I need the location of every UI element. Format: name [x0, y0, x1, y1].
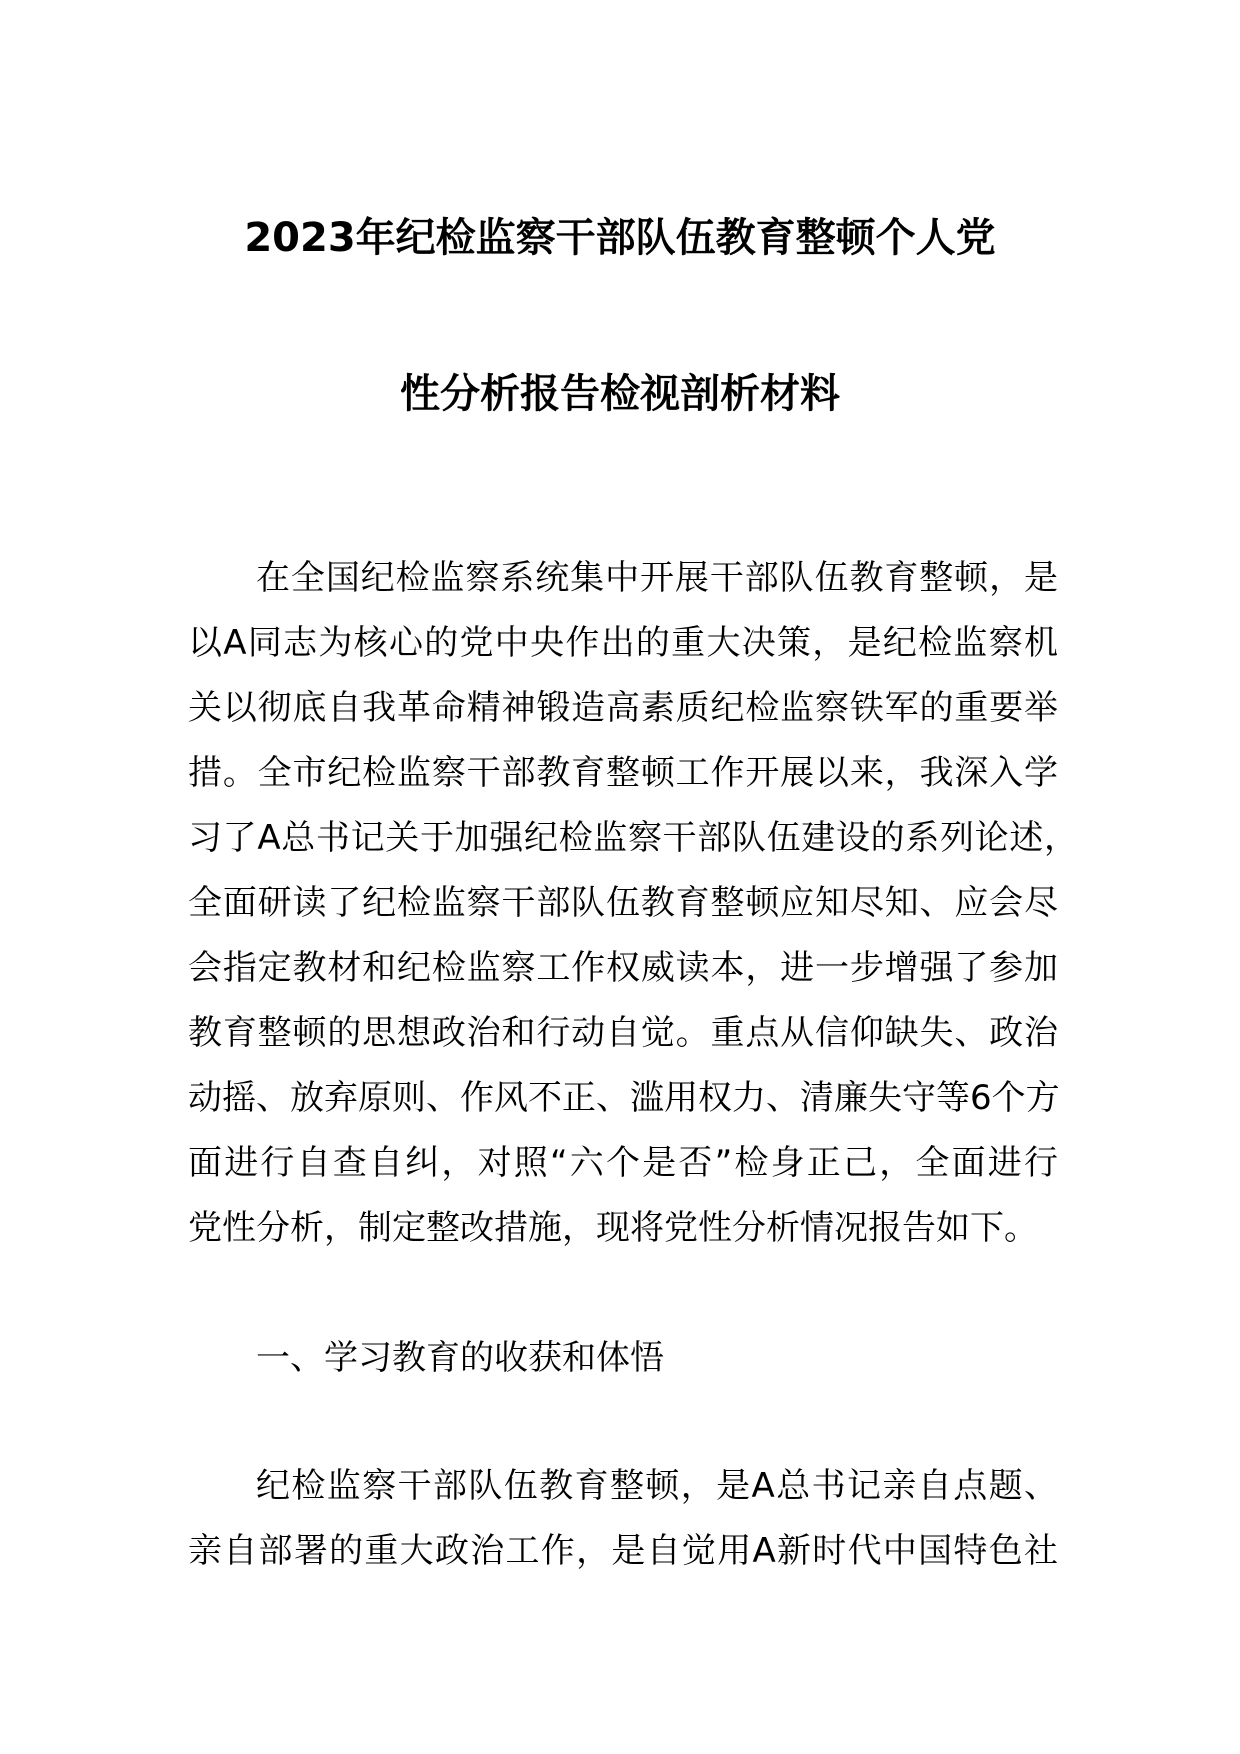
paragraph-line: 在全国纪检监察系统集中开展干部队伍教育整顿，是: [256, 558, 1058, 598]
paragraph-line: 纪检监察干部队伍教育整顿，是A总书记亲自点题、: [256, 1466, 1058, 1506]
paragraph-line: 关以彻底自我革命精神锻造高素质纪检监察铁军的重要举: [188, 688, 1058, 728]
paragraph-line: 教育整顿的思想政治和行动自觉。重点从信仰缺失、政治: [188, 1013, 1058, 1053]
paragraph-line: 会指定教材和纪检监察工作权威读本，进一步增强了参加: [188, 948, 1058, 988]
paragraph-line: 以A同志为核心的党中央作出的重大决策，是纪检监察机: [188, 623, 1058, 663]
paragraph-line: 动摇、放弃原则、作风不正、滥用权力、清廉失守等6个方: [188, 1078, 1060, 1118]
paragraph-line: 亲自部署的重大政治工作，是自觉用A新时代中国特色社: [188, 1531, 1058, 1571]
section-heading: 一、学习教育的收获和体悟: [256, 1338, 664, 1378]
document-title-line-1: 2023年纪检监察干部队伍教育整顿个人党: [244, 215, 996, 261]
paragraph-line: 面进行自查自纠，对照“六个是否”检身正己，全面进行: [188, 1143, 1058, 1183]
paragraph-line: 党性分析，制定整改措施，现将党性分析情况报告如下。: [188, 1208, 1038, 1248]
document-title-line-2: 性分析报告检视剖析材料: [400, 371, 840, 417]
paragraph-line: 全面研读了纪检监察干部队伍教育整顿应知尽知、应会尽: [188, 883, 1058, 923]
paragraph-line: 措。全市纪检监察干部教育整顿工作开展以来，我深入学: [188, 753, 1058, 793]
paragraph-line: 习了A总书记关于加强纪检监察干部队伍建设的系列论述，: [188, 818, 1078, 858]
